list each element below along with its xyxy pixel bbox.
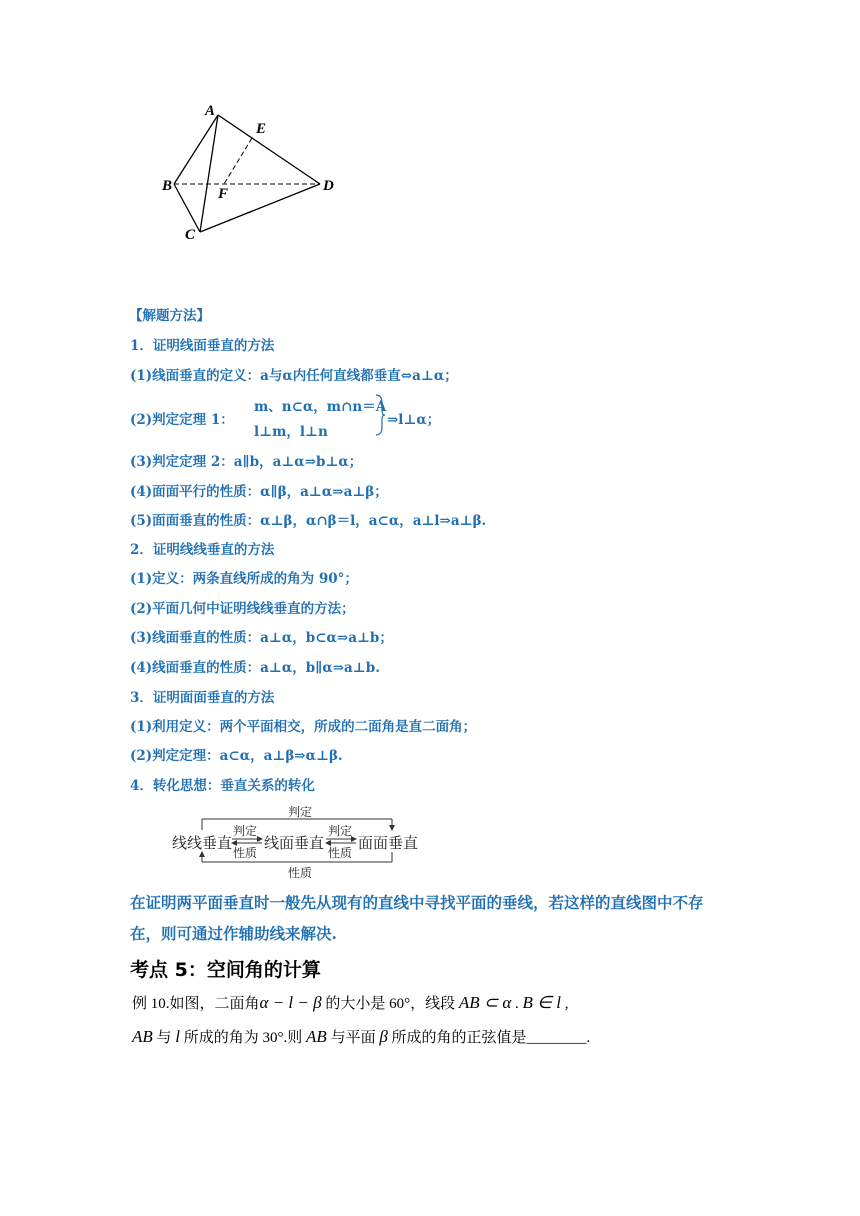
node-line-line: 线线垂直 (172, 834, 233, 852)
section-3-title: 3．证明面面垂直的方法 (130, 690, 275, 706)
outer-bottom-label: 性质 (288, 866, 313, 880)
topic-heading: 考点 5：空间角的计算 (130, 959, 321, 981)
example-l2-expr-3: AB (306, 1027, 327, 1046)
vertex-label-e: E (256, 121, 267, 137)
example-l2-mid-1: 与 (152, 1030, 176, 1046)
arrow-top-label-1: 判定 (233, 824, 258, 838)
line-3: (3)判定定理 2：a∥b，a⊥α⇒b⊥α； (130, 454, 363, 470)
line-m3: (3)线面垂直的性质：a⊥α，b⊂α⇒a⊥b； (130, 630, 393, 646)
example-expr-1: α − l − β (259, 993, 322, 1012)
arrow-bottom-label-2: 性质 (328, 846, 353, 860)
vertex-label-b: B (162, 178, 173, 194)
vertex-label-f: F (218, 186, 229, 202)
line-2-top: m、n⊂α，m∩n＝A (254, 399, 387, 415)
example-line-2 (132, 1026, 590, 1047)
section-4-title: 4．转化思想：垂直关系的转化 (130, 778, 315, 794)
method-heading: 【解题方法】 (129, 308, 210, 324)
example-prefix: 例 10.如图，二面角 (132, 996, 260, 1012)
line-n1: (1)利用定义：两个平面相交，所成的二面角是直二面角； (130, 719, 477, 735)
line-m4: (4)线面垂直的性质：a⊥α，b∥α⇒a⊥b. (130, 660, 380, 676)
section-2-title: 2．证明线线垂直的方法 (130, 542, 275, 558)
example-mid-1: 的大小是 60°，线段 (321, 996, 459, 1012)
brace-icon (374, 393, 386, 437)
example-expr-3: B ∈ l (522, 993, 561, 1012)
example-mid-2: . (511, 996, 523, 1012)
line-2-label: (2)判定定理 1： (130, 412, 234, 428)
node-line-plane: 线面垂直 (264, 834, 325, 852)
example-expr-2: AB ⊂ α (458, 993, 512, 1012)
note-line-1: 在证明两平面垂直时一般先从现有的直线中寻找平面的垂线，若这样的直线图中不存 (130, 893, 704, 912)
example-line-1 (132, 992, 568, 1013)
arrow-top-label-2: 判定 (328, 824, 353, 838)
vertex-label-d: D (323, 178, 334, 194)
outer-top-label: 判定 (288, 805, 313, 819)
section-1-title: 1．证明线面垂直的方法 (130, 338, 275, 354)
line-1: (1)线面垂直的定义：a与α内任何直线都垂直⇔a⊥α； (130, 368, 458, 384)
line-4: (4)面面平行的性质：α∥β，a⊥α⇒a⊥β； (130, 484, 388, 500)
vertex-label-c: C (185, 227, 196, 243)
vertex-label-a: A (205, 103, 216, 119)
node-plane-plane: 面面垂直 (358, 834, 419, 852)
line-m1: (1)定义：两条直线所成的角为 90°； (130, 571, 358, 587)
line-2-result: ⇒l⊥α； (387, 412, 441, 428)
note-line-2: 在，则可通过作辅助线来解决. (130, 924, 337, 943)
arrow-bottom-label-1: 性质 (233, 846, 258, 860)
line-5: (5)面面垂直的性质：α⊥β，α∩β＝l，a⊂α，a⊥l⇒a⊥β. (130, 513, 487, 529)
example-l2-end: 所成的角的正弦值是________. (387, 1030, 591, 1046)
example-l2-expr-2: l (175, 1027, 181, 1046)
example-l2-expr-1: AB (132, 1027, 153, 1046)
example-l2-expr-4: β (379, 1027, 388, 1046)
example-l2-mid-3: 与平面 (326, 1030, 380, 1046)
example-end-1: , (560, 996, 569, 1012)
line-2-bottom: l⊥m，l⊥n (254, 424, 328, 440)
tetrahedron-figure (150, 95, 350, 255)
line-m2: (2)平面几何中证明线线垂直的方法； (130, 601, 355, 617)
example-l2-mid-2: 所成的角为 30°.则 (180, 1030, 307, 1046)
line-n2: (2)判定定理：a⊂α，a⊥β⇒α⊥β. (130, 748, 343, 764)
